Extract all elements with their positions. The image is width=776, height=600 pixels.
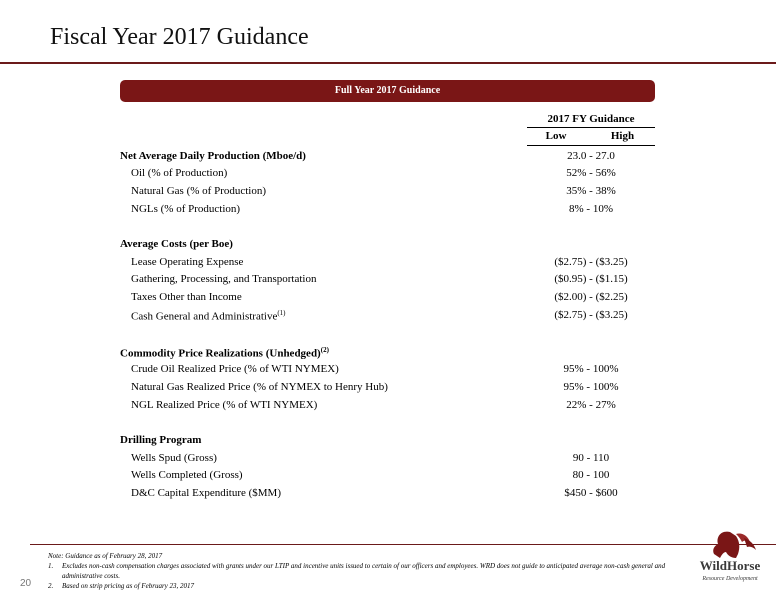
footnote-ref: (2) <box>320 346 329 354</box>
group-header: 2017 FY Guidance <box>547 113 635 125</box>
table-row <box>0 291 776 308</box>
row-label: Gathering, Processing, and Transportation <box>131 273 317 285</box>
col-header-low: Low <box>545 130 567 142</box>
row-value: 8% - 10% <box>569 203 613 215</box>
row-label: Net Average Daily Production (Mboe/d) <box>120 150 306 162</box>
row-label: Oil (% of Production) <box>131 167 228 179</box>
footnote-number: 2. <box>48 582 54 590</box>
footnotes <box>48 551 698 591</box>
row-label-text: Commodity Price Realizations (Unhedged) <box>120 347 321 360</box>
row-label <box>120 346 329 360</box>
row-label: Natural Gas Realized Price (% of NYMEX to Henry Hub) <box>131 381 388 393</box>
row-value: 95% - 100% <box>563 381 619 393</box>
group-header-rule <box>527 127 655 128</box>
footnote-number: 1. <box>48 562 54 570</box>
row-label: NGLs (% of Production) <box>131 203 241 215</box>
footnote-ref: (1) <box>277 309 286 317</box>
row-value: ($2.75) - ($3.25) <box>554 309 628 321</box>
table-row <box>0 273 776 290</box>
row-value: 80 - 100 <box>572 469 610 481</box>
footer-divider <box>30 544 776 545</box>
table-row <box>0 256 776 273</box>
row-label: Average Costs (per Boe) <box>120 238 233 250</box>
row-value: ($2.75) - ($3.25) <box>554 256 628 268</box>
row-value: ($2.00) - ($2.25) <box>554 291 628 303</box>
logo-wordmark: WildHorse <box>699 558 761 573</box>
row-value: $450 - $600 <box>564 487 618 499</box>
row-label: Lease Operating Expense <box>131 256 244 268</box>
footnote-2 <box>48 581 698 591</box>
row-value: 52% - 56% <box>566 167 616 179</box>
row-label: Wells Spud (Gross) <box>131 452 217 464</box>
row-label: Crude Oil Realized Price (% of WTI NYMEX) <box>131 363 339 375</box>
table-row <box>0 167 776 184</box>
table-row-drilling-program <box>0 434 776 451</box>
page-title: Fiscal Year 2017 Guidance <box>50 24 309 50</box>
row-label-text: Cash General and Administrative <box>131 310 278 323</box>
footnote-note: Note: Guidance as of February 28, 2017 <box>48 552 163 560</box>
row-label <box>131 309 286 323</box>
title-divider <box>0 62 776 64</box>
table-row <box>0 185 776 202</box>
footnote-1 <box>48 561 698 581</box>
table-row <box>0 203 776 220</box>
row-label: D&C Capital Expenditure ($MM) <box>131 487 282 499</box>
row-value: ($0.95) - ($1.15) <box>554 273 628 285</box>
row-label: Natural Gas (% of Production) <box>131 185 267 197</box>
table-row <box>0 399 776 416</box>
table-row-net-production <box>0 150 776 167</box>
page-number: 20 <box>20 578 32 589</box>
table-row-commodity-prices <box>0 346 776 363</box>
footnote-text: Excludes non-cash compensation charges associated with grants under our LTIP and incentive units issued to certain of our officers and employees. WRD does not guide to anticipated average non-cash general and administrative costs. <box>62 562 666 580</box>
row-value: 22% - 27% <box>566 399 616 411</box>
wildhorse-logo <box>690 528 770 590</box>
row-label: NGL Realized Price (% of WTI NYMEX) <box>131 399 318 411</box>
table-row <box>0 363 776 380</box>
horse-head-icon <box>713 532 756 558</box>
row-label: Taxes Other than Income <box>131 291 242 303</box>
table-row <box>0 487 776 504</box>
table-row <box>0 452 776 469</box>
row-label: Wells Completed (Gross) <box>131 469 243 481</box>
table-row-average-costs <box>0 238 776 255</box>
row-label: Drilling Program <box>120 434 202 446</box>
logo-tagline: Resource Development <box>702 576 758 582</box>
col-header-high: High <box>610 130 635 142</box>
row-value: 23.0 - 27.0 <box>567 150 615 162</box>
table-row <box>0 309 776 326</box>
guidance-banner: Full Year 2017 Guidance <box>120 80 655 102</box>
row-value: 95% - 100% <box>563 363 619 375</box>
row-value: 90 - 110 <box>572 452 610 464</box>
col-header-rule <box>527 145 655 146</box>
row-value: 35% - 38% <box>566 185 616 197</box>
table-row <box>0 381 776 398</box>
table-row <box>0 469 776 486</box>
footnote-text: Based on strip pricing as of February 23, 2017 <box>62 582 195 590</box>
